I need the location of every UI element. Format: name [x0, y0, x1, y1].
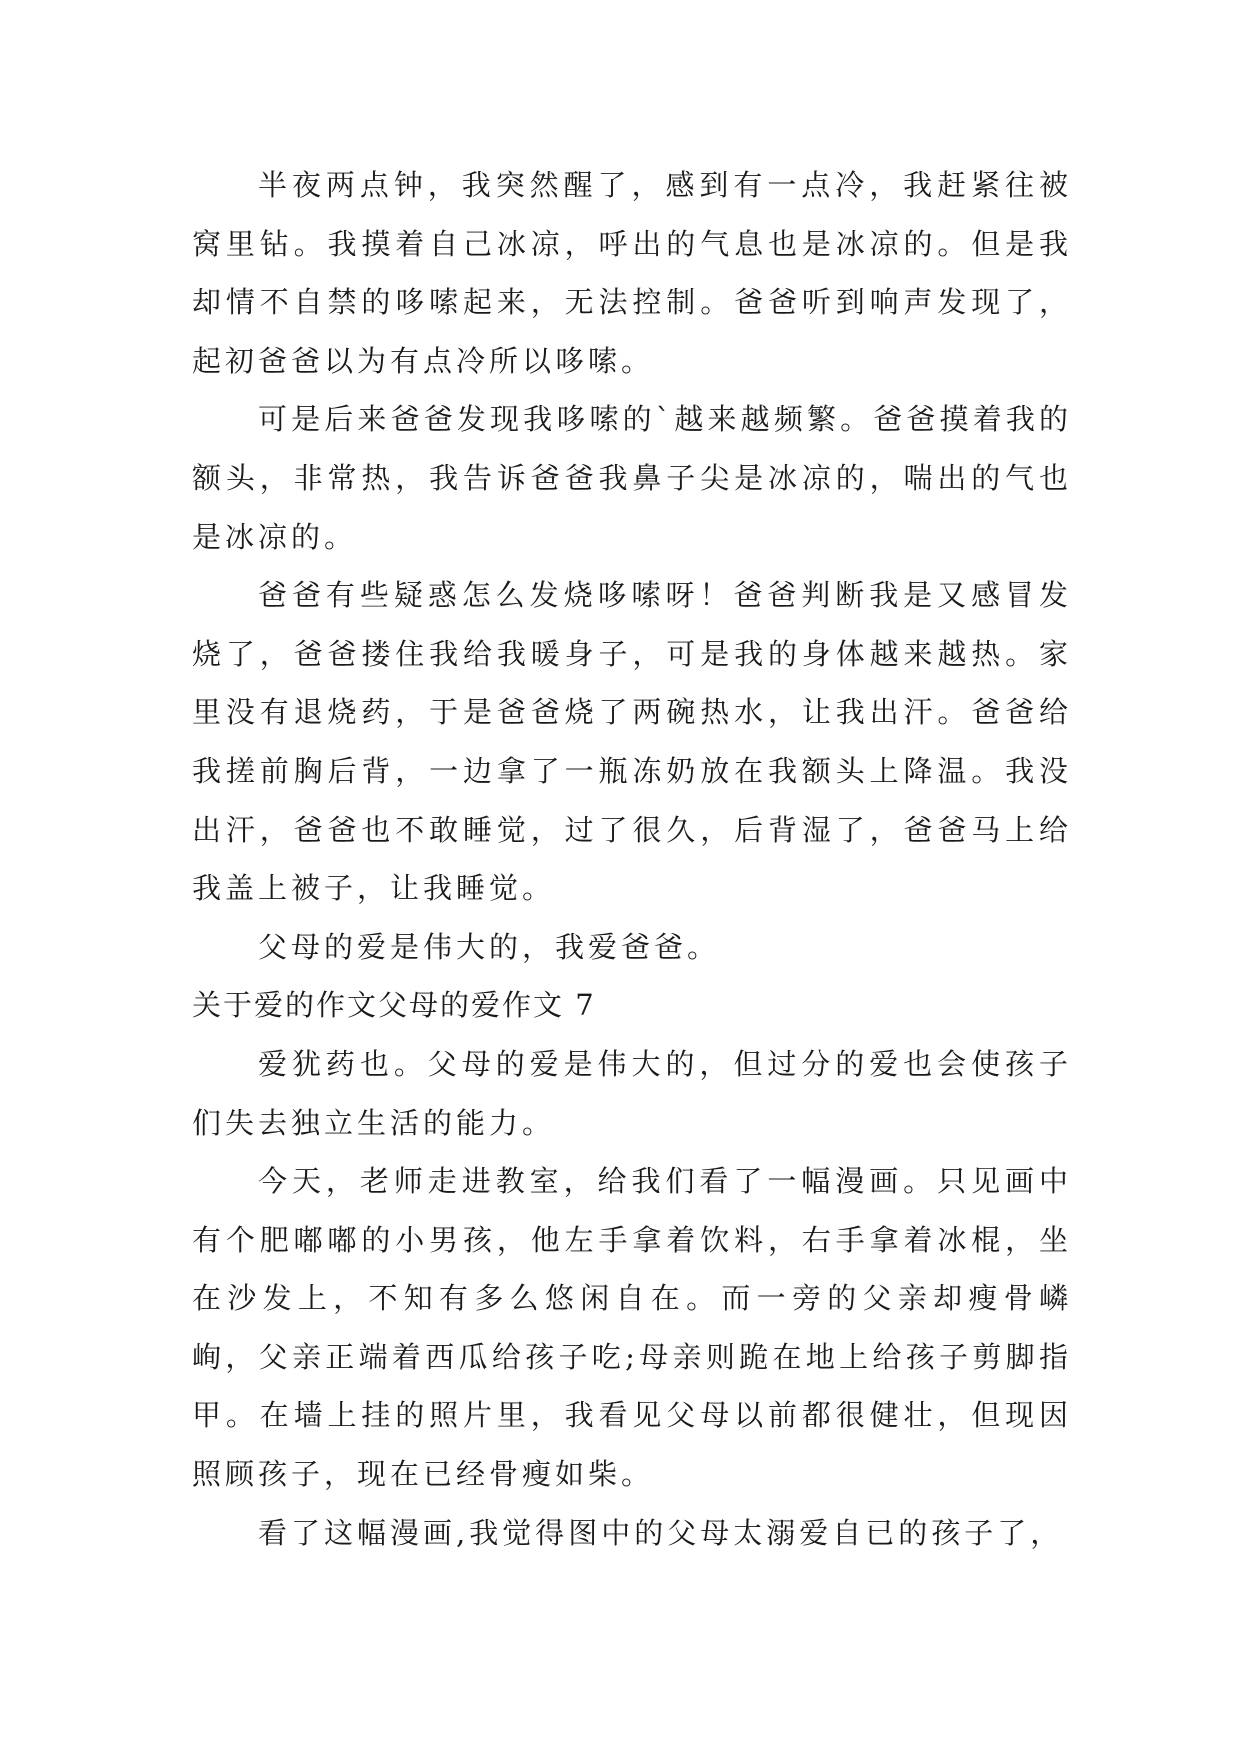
section-heading: 关于爱的作文父母的爱作文 7	[192, 988, 596, 1023]
paragraph: 爸爸有些疑惑怎么发烧哆嗦呀！爸爸判断我是又感冒发烧了，爸爸搂住我给我暖身子，可是我的身体越来越热。家里没有退烧药，于是爸爸烧了两碗热水，让我出汗。爸爸给我搓前胸后背，一边拿了一瓶冻奶放在我额头上降温。我没出汗，爸爸也不敢睡觉，过了很久，后背湿了，爸爸马上给我盖上被子，让我睡觉。	[192, 578, 1072, 906]
paragraph: 今天，老师走进教室，给我们看了一幅漫画。只见画中有个肥嘟嘟的小男孩，他左手拿着饮料，右手拿着冰棍，坐在沙发上，不知有多么悠闲自在。而一旁的父亲却瘦骨嶙峋，父亲正端着西瓜给孩子吃;母亲则跪在地上给孩子剪脚指甲。在墙上挂的照片里，我看见父母以前都很健壮，但现因照顾孩子，现在已经骨瘦如柴。	[192, 1164, 1072, 1492]
document-body	[192, 156, 1072, 1562]
paragraph: 爱犹药也。父母的爱是伟大的，但过分的爱也会使孩子们失去独立生活的能力。	[192, 1046, 1072, 1140]
paragraph: 看了这幅漫画,我觉得图中的父母太溺爱自已的孩子了，	[258, 1515, 1064, 1550]
paragraph: 父母的爱是伟大的，我爱爸爸。	[258, 929, 721, 964]
paragraph: 半夜两点钟，我突然醒了，感到有一点冷，我赶紧往被窝里钻。我摸着自己冰凉，呼出的气息也是冰凉的。但是我却情不自禁的哆嗦起来，无法控制。爸爸听到响声发现了，起初爸爸以为有点冷所以哆嗦。	[192, 168, 1072, 378]
paragraph: 可是后来爸爸发现我哆嗦的`越来越频繁。爸爸摸着我的额头，非常热，我告诉爸爸我鼻子尖是冰凉的，喘出的气也是冰凉的。	[192, 402, 1072, 554]
